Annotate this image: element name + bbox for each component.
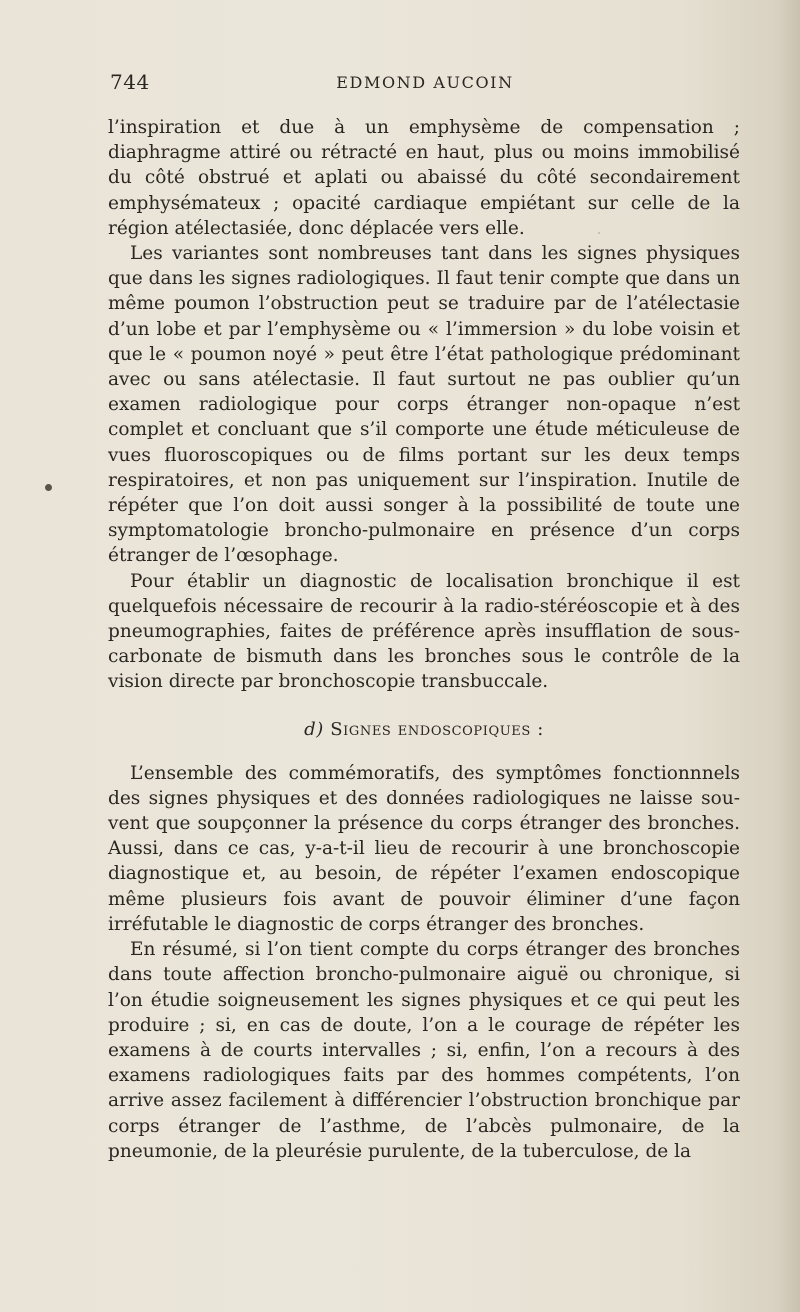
section-title: Signes endoscopiques : — [330, 718, 544, 740]
page-number: 744 — [110, 70, 150, 94]
section-number: d) — [304, 718, 324, 740]
running-title: EDMOND AUCOIN — [336, 73, 514, 92]
paragraph: En résumé, si l’on tient compte du corps étranger des bronches dans toute affection broncho-pulmonaire aiguë ou chronique, si l’on étudie soigneusement les signes physiques et ce qui peut les produire ; si, en cas de doute, l’on a le courage de répéter les examens à de courts intervalles ; si, enfin, l’on a recours à des examens radiologiques faits par des hommes compétents, l’on arrive assez facilement à différencier l’obstruction bronchique par corps étranger de l’asthme, de l’abcès pulmonaire, de la pneumonie, de la pleurésie purulente, de la tuberculose, de la — [108, 939, 740, 1162]
body-text — [108, 115, 740, 1164]
margin-dot-mark — [45, 484, 52, 491]
paragraph: l’inspiration et due à un emphysème de compensation ; diaphragme attiré ou rétracté en haut, plus ou moins immobilisé du côté obstrué et aplati ou abaissé du côté secondairement emphysémateux ; opacité cardiaque empiétant sur celle de la région atélectasiée, donc déplacée vers elle. — [108, 117, 740, 239]
running-head — [110, 70, 740, 100]
paragraph: Les variantes sont nombreuses tant dans les signes physiques que dans les signes radiologiques. Il faut tenir compte que dans un même poumon l’obstruction peut se traduire par de l’atélectasie d’un lobe et par l’emphysème ou « l’immersion » du lobe voisin et que le « poumon noyé » peut être l’état pathologique prédominant avec ou sans atélectasie. Il faut surtout ne pas oublier qu’un examen radiologique pour corps étranger non-opaque n’est complet et concluant que s’il comporte une étude méticuleuse de vues fluoroscopiques ou de films portant sur les deux temps respiratoires, et non pas uniquement sur l’inspiration. Inutile de répéter que l’on doit aussi songer à la possibilité de toute une symptomatologie broncho-pulmonaire en présence d’un corps étranger de l’œsophage. — [108, 243, 740, 567]
paragraph: L’ensemble des commémoratifs, des symptômes fonctionnnels des signes physiques et des données radiologiques ne laisse souvent que soupçonner la présence du corps étranger des bronches. Aussi, dans ce cas, y-a-t-il lieu de recourir à une bronchoscopie diagnostique et, au besoin, de répéter l’examen endoscopique même plusieurs fois avant de pouvoir éliminer d’une façon irréfutable le diagnostic de corps étranger des bronches. — [108, 762, 740, 935]
paragraph: Pour établir un diagnostic de localisation bronchique il est quelquefois nécessaire de recourir à la radio-stéréoscopie et à des pneumographies, faites de préférence après insufflation de sous-carbonate de bismuth dans les bronches sous le contrôle de la vision directe par bronchoscopie transbuccale. — [108, 570, 740, 693]
section-heading — [108, 717, 740, 742]
